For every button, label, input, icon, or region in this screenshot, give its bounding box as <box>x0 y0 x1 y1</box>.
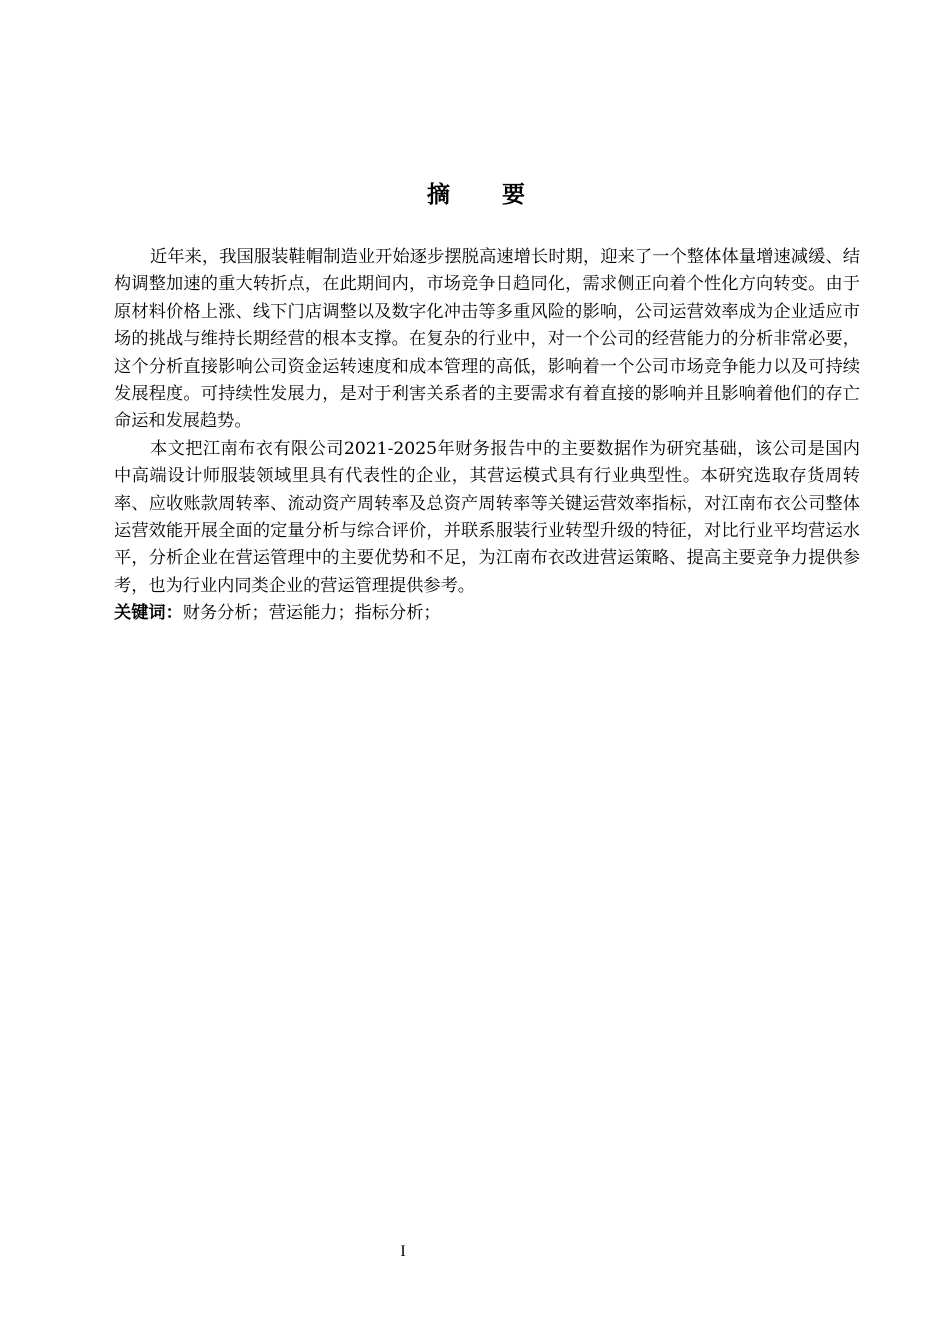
abstract-paragraph-1: 近年来，我国服装鞋帽制造业开始逐步摆脱高速增长时期，迎来了一个整体体量增速减缓、结构调整加速的重大转折点，在此期间内，市场竞争日趋同化，需求侧正向着个性化方向转变。由于原材料价格上涨、线下门店调整以及数字化冲击等多重风险的影响，公司运营效率成为企业适应市场的挑战与维持长期经营的根本支撑。在复杂的行业中，对一个公司的经营能力的分析非常必要，这个分析直接影响公司资金运转速度和成本管理的高低，影响着一个公司市场竞争能力以及可持续发展程度。可持续性发展力，是对于利害关系者的主要需求有着直接的影响并且影响着他们的存亡命运和发展趋势。 <box>114 247 860 432</box>
keywords-text: 财务分析；营运能力；指标分析； <box>182 603 441 624</box>
page-number: I <box>400 1243 406 1260</box>
abstract-body <box>114 244 860 628</box>
keywords-label: 关键词： <box>114 603 183 624</box>
page-title: 摘 要 <box>426 182 547 208</box>
abstract-paragraph-2: 本文把江南布衣有限公司2021-2025年财务报告中的主要数据作为研究基础，该公司是国内中高端设计师服装领域里具有代表性的企业，其营运模式具有行业典型性。本研究选取存货周转率、应收账款周转率、流动资产周转率及总资产周转率等关键运营效率指标，对江南布衣公司整体运营效能开展全面的定量分析与综合评价，并联系服装行业转型升级的特征，对比行业平均营运水平，分析企业在营运管理中的主要优势和不足，为江南布衣改进营运策略、提高主要竞争力提供参考，也为行业内同类企业的营运管理提供参考。 <box>114 438 860 596</box>
keywords-line <box>114 600 860 627</box>
